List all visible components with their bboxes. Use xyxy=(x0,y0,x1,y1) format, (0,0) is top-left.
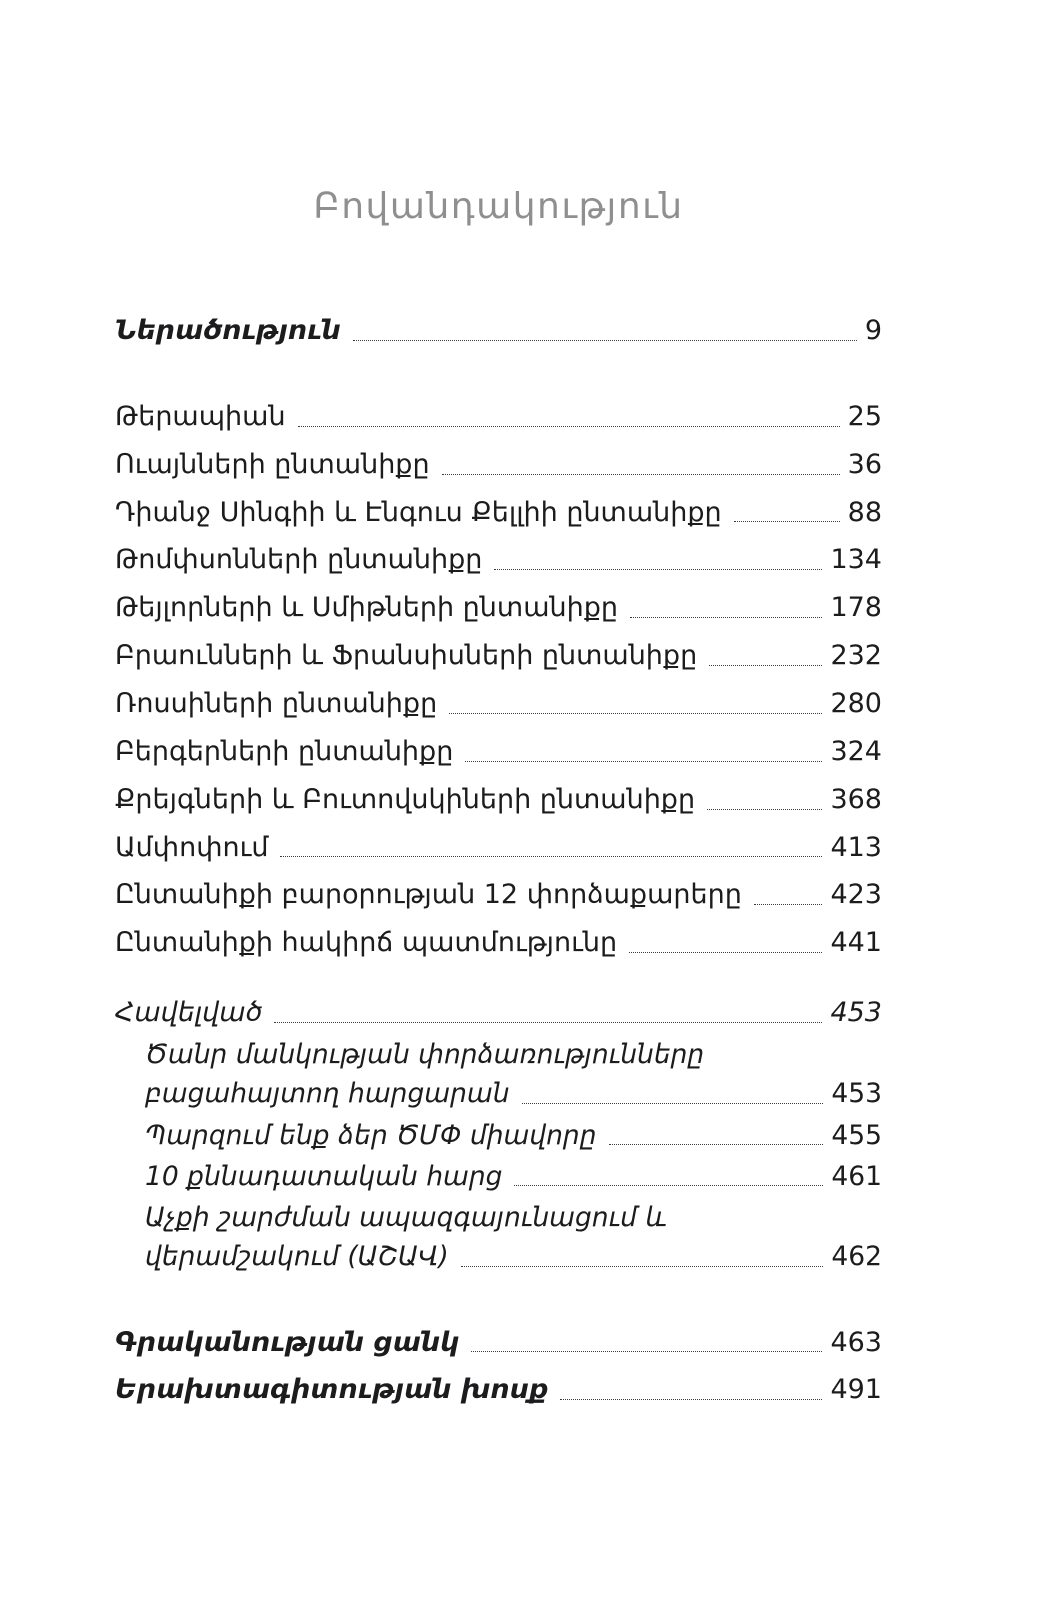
toc-entry-line xyxy=(145,1241,882,1272)
toc-entry-label: Ծանր մանկության փորձառությունները xyxy=(145,1039,705,1071)
toc-entry-page: 134 xyxy=(830,544,882,576)
toc-entry-label: Ընտանիքի հակիրճ պատմությունը xyxy=(115,927,618,959)
toc-entry-line xyxy=(115,1374,882,1406)
toc-entry xyxy=(145,1161,882,1192)
toc-entry-label: Քրեյգների և Բուտովսկիների ընտանիքը xyxy=(115,783,696,815)
toc-entry-line xyxy=(115,315,882,347)
toc-entry-line xyxy=(115,449,882,481)
toc-entry-label: Դիանջ Սինգիի և Էնգուս Քելլիի ընտանիքը xyxy=(115,496,722,528)
toc-entry-page: 36 xyxy=(847,448,882,480)
dot-leader xyxy=(449,713,822,714)
toc-entry-label: 10 քննադատական հարց xyxy=(145,1160,503,1192)
dot-leader xyxy=(494,569,822,570)
toc-entry xyxy=(115,997,882,1029)
toc-entry-label: Բրաունների և Ֆրանսիսների ընտանիքը xyxy=(115,640,698,672)
page-title: Բովանդակություն xyxy=(313,186,684,227)
toc-entry-line xyxy=(145,1161,882,1192)
toc-entry-label: Հավելված xyxy=(115,997,263,1029)
toc-entry xyxy=(115,832,882,864)
toc-entry-page: 455 xyxy=(831,1119,882,1151)
toc-entry-line xyxy=(115,832,882,864)
dot-leader xyxy=(442,474,840,475)
toc-entry-line xyxy=(115,592,882,624)
toc-entry-label: Ուայնների ընտանիքը xyxy=(115,448,430,480)
toc-entry-label: Գրականության ցանկ xyxy=(115,1326,460,1358)
toc-entry xyxy=(115,927,882,959)
toc-entry-page: 453 xyxy=(831,1078,882,1110)
dot-leader xyxy=(629,952,822,953)
toc-entry-line xyxy=(115,879,882,911)
toc-entry-line xyxy=(115,640,882,672)
toc-entry-page: 441 xyxy=(830,927,882,959)
toc-entry-label: Աչքի շարժման ապազգայունացում և xyxy=(145,1202,667,1234)
toc-entry xyxy=(115,449,882,481)
toc-entry-label: Թեյլորների և Սմիթների ընտանիքը xyxy=(115,592,619,624)
toc-entry-label: վերամշակում (ԱՇԱՎ) xyxy=(145,1241,449,1273)
dot-leader xyxy=(754,904,823,905)
toc-entry-page: 280 xyxy=(830,688,882,720)
toc-entry-page: 461 xyxy=(831,1160,882,1192)
toc-entry xyxy=(115,401,882,433)
toc-entry-page: 453 xyxy=(830,997,882,1029)
toc-entry xyxy=(115,1374,882,1406)
toc-entry-label: Ռոսսիների ընտանիքը xyxy=(115,688,438,720)
toc-entry-page: 462 xyxy=(831,1241,882,1273)
toc-entry-label: Ամփոփում xyxy=(115,831,269,863)
dot-leader xyxy=(461,1266,824,1267)
dot-leader xyxy=(471,1351,822,1352)
dot-leader xyxy=(280,856,822,857)
toc-entry xyxy=(115,688,882,720)
toc-entry xyxy=(115,592,882,624)
dot-leader xyxy=(560,1399,822,1400)
toc-entry-page: 423 xyxy=(830,879,882,911)
toc-entry-line xyxy=(145,1202,882,1233)
toc-entry-line xyxy=(115,1327,882,1359)
toc-entry-line xyxy=(115,784,882,816)
toc-entry xyxy=(115,784,882,816)
dot-leader xyxy=(707,809,822,810)
toc-entry-page: 88 xyxy=(847,496,882,528)
dot-leader xyxy=(734,521,840,522)
toc-entry-line xyxy=(145,1120,882,1151)
dot-leader xyxy=(274,1022,822,1023)
toc-entry-page: 413 xyxy=(830,831,882,863)
toc-entry-line xyxy=(115,736,882,768)
toc-entry xyxy=(145,1039,882,1110)
toc-entry-line xyxy=(115,927,882,959)
toc-entry-line xyxy=(115,497,882,529)
dot-leader xyxy=(609,1144,824,1145)
toc-entry xyxy=(145,1202,882,1273)
dot-leader xyxy=(465,761,822,762)
toc-entry-label: Ընտանիքի բարօրության 12 փորձաքարերը xyxy=(115,879,742,911)
toc-entry xyxy=(115,640,882,672)
toc-entry xyxy=(115,315,882,347)
dot-leader xyxy=(709,665,822,666)
toc-entry-label: Պարզում ենք ձեր ԾՄՓ միավորը xyxy=(145,1119,597,1151)
toc-entry-page: 9 xyxy=(864,315,882,346)
toc-entry-label: Թոմփսոնների ընտանիքը xyxy=(115,544,483,576)
toc-entry-line xyxy=(145,1039,882,1070)
toc-entry-page: 232 xyxy=(830,640,882,672)
toc-entry-label: բացահայտող հարցարան xyxy=(145,1078,510,1110)
toc-entry-page: 25 xyxy=(847,400,882,432)
toc-entry-page: 491 xyxy=(830,1374,882,1406)
toc-entry-page: 463 xyxy=(830,1326,882,1358)
toc-entry xyxy=(115,497,882,529)
toc-entry-label: Ներածություն xyxy=(115,315,341,346)
dot-leader xyxy=(630,617,822,618)
toc-entry xyxy=(115,544,882,576)
toc-entry-line xyxy=(115,401,882,433)
dot-leader xyxy=(522,1103,824,1104)
toc-entry-page: 368 xyxy=(830,783,882,815)
toc-entry xyxy=(145,1120,882,1151)
toc-entry xyxy=(115,879,882,911)
toc-entry xyxy=(115,736,882,768)
dot-leader xyxy=(298,426,840,427)
toc-entry xyxy=(115,1327,882,1359)
toc-entry-page: 178 xyxy=(830,592,882,624)
toc-entry-label: Թերապիան xyxy=(115,400,286,432)
toc-entry-page: 324 xyxy=(830,735,882,767)
toc-entry-label: Երախտագիտության խոսք xyxy=(115,1374,549,1406)
toc-entry-line xyxy=(115,688,882,720)
toc-entry-line xyxy=(145,1078,882,1109)
toc-entry-label: Բերգերների ընտանիքը xyxy=(115,735,454,767)
dot-leader xyxy=(353,340,857,341)
toc-entry-line xyxy=(115,544,882,576)
toc-entry-line xyxy=(115,997,882,1029)
dot-leader xyxy=(514,1185,823,1186)
toc-list xyxy=(115,315,882,1406)
